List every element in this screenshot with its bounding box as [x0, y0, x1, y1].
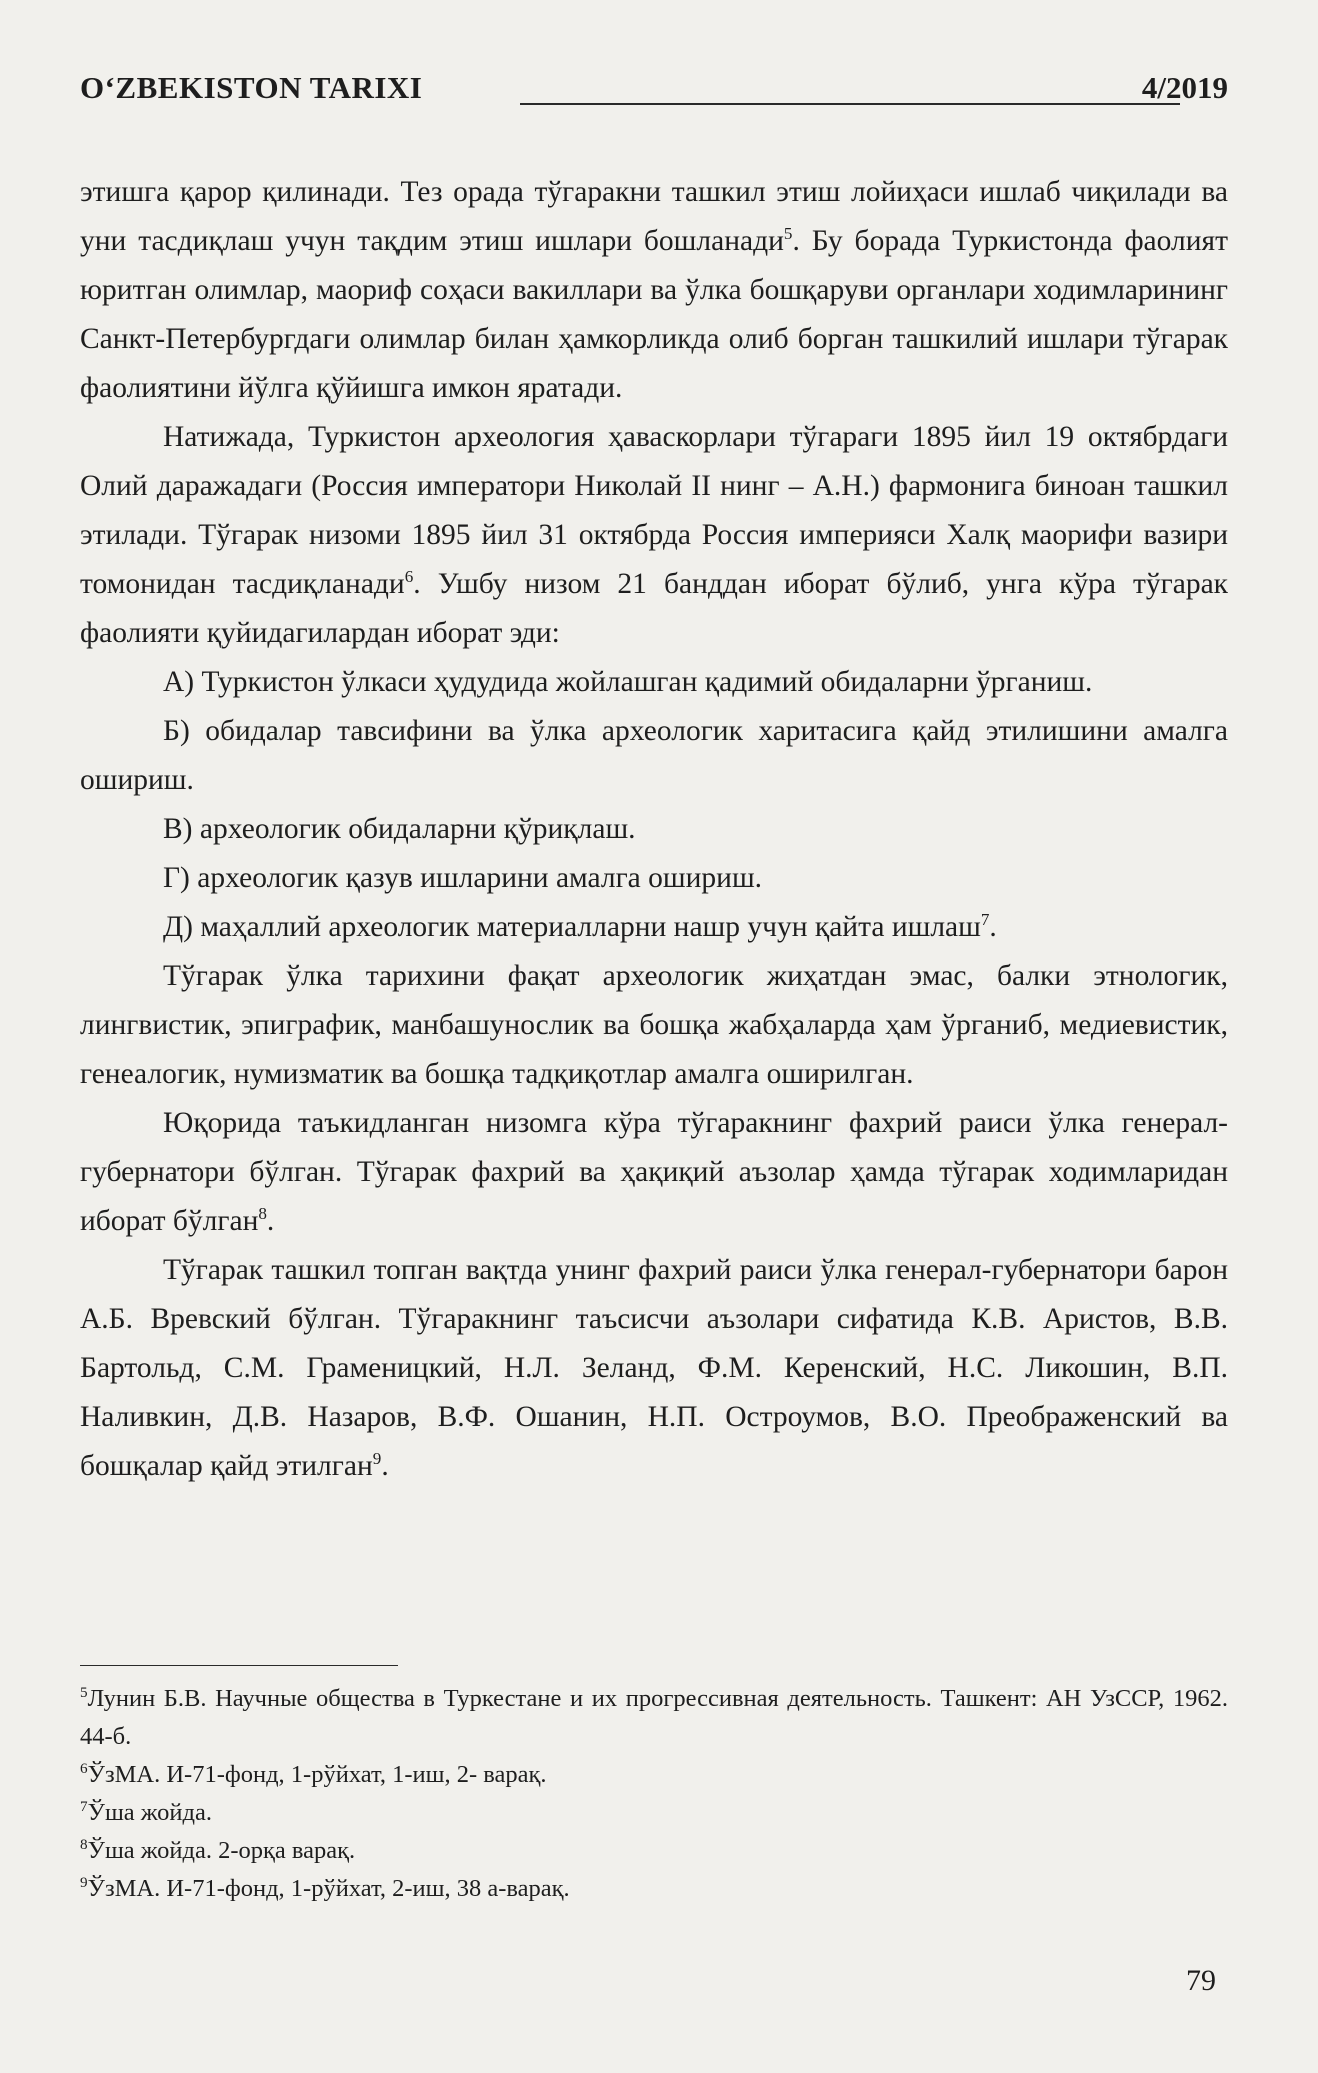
paragraph-1: этишга қарор қилинади. Тез орада тўгаракни ташкил этиш лойиҳаси ишлаб чиқилади ва уни тасдиқлаш учун тақдим этиш ишлари бошланади$^5$. Бу борада Туркистонда фаолият юритган олимлар, маориф соҳаси вакиллари ва ўлка бошқаруви органлари ходимларининг Санкт-Петербургдаги олимлар билан ҳамкорликда олиб борган ташкилий ишлари тўгарак фаолиятини йўлга қўйишга имкон яратади.	[80, 176, 1228, 404]
footnote-ref-7[interactable]: 7	[980, 910, 990, 930]
paragraph-3: Тўгарак ўлка тарихини фақат археологик жиҳатдан эмас, балки этнологик, лингвистик, эпиграфик, манбашунослик ва бошқа жабҳаларда ҳам ўрганиб, медиевистик, генеалогик, нумизматик ва бошқа тадқиқотлар амалга оширилган.	[80, 960, 1228, 1090]
list-item-e: Д) маҳаллий археологик материалларни нашр учун қайта ишлаш$^7$.	[163, 910, 997, 943]
issue-number: 4/2019	[1141, 70, 1228, 105]
list-item-c: В) археологик обидаларни қўриқлаш.	[163, 813, 636, 845]
footnotes	[80, 1680, 1228, 1908]
footnote-7: $^7$Ўша жойда.	[80, 1797, 212, 1826]
journal-title: O‘ZBEKISTON TARIXI	[80, 70, 423, 105]
paragraph-4: Юқорида таъкидланган низомга кўра тўгаракнинг фахрий раиси ўлка генерал-губернатори бўлган. Тўгарак фахрий ва ҳақиқий аъзолар ҳамда тўгарак ходимларидан иборат бўлган$^8$.	[80, 1107, 1228, 1237]
list-item-a: А) Туркистон ўлкаси ҳудудида жойлашган қадимий обидаларни ўрганиш.	[163, 666, 1093, 698]
page-number: 79	[1186, 1964, 1216, 1997]
running-header	[80, 62, 1228, 112]
footnote-ref-9[interactable]: 9	[372, 1449, 382, 1469]
footnote-8: $^8$Ўша жойда. 2-орқа варақ.	[80, 1835, 356, 1864]
footnote-9: $^9$ЎзМА. И-71-фонд, 1-рўйхат, 2-иш, 38 а-варақ.	[80, 1873, 570, 1902]
footnote-5: $^5$Лунин Б.В. Научные общества в Туркестане и их прогрессивная деятельность. Ташкент: АН УзССР, 1962. 44-б.	[80, 1683, 1228, 1750]
paragraph-2: Натижада, Туркистон археология ҳаваскорлари тўгараги 1895 йил 19 октябрдаги Олий даражадаги (Россия императори Николай II нинг – А.Н.) фармонига биноан ташкил этилади. Тўгарак низоми 1895 йил 31 октябрда Россия империяси Халқ маорифи вазири томонидан тасдиқланади$^6$. Ушбу низом 21 банддан иборат бўлиб, унга кўра тўгарак фаолияти қуйидагилардан иборат эди:	[80, 421, 1228, 649]
list-item-b: Б) обидалар тавсифини ва ўлка археологик харитасига қайд этилишини амалга ошириш.	[80, 715, 1228, 796]
footnote-6: $^6$ЎзМА. И-71-фонд, 1-рўйхат, 1-иш, 2- варақ.	[80, 1759, 547, 1788]
list-item-d: Г) археологик қазув ишларини амалга ошириш.	[163, 862, 763, 894]
footnote-separator	[80, 1665, 398, 1666]
footnote-ref-6[interactable]: 6	[404, 567, 414, 587]
article-body	[80, 168, 1228, 1491]
footnote-ref-5[interactable]: 5	[783, 224, 793, 244]
paragraph-5: Тўгарак ташкил топган вақтда унинг фахрий раиси ўлка генерал-губернатори барон А.Б. Вревский бўлган. Тўгаракнинг таъсисчи аъзолари сифатида К.В. Аристов, В.В. Бартольд, С.М. Граменицкий, Н.Л. Зеланд, Ф.М. Керенский, Н.С. Ликошин, В.П. Наливкин, Д.В. Назаров, В.Ф. Ошанин, Н.П. Остроумов, В.О. Преображенский ва бошқалар қайд этилган$^9$.	[80, 1254, 1228, 1482]
footnote-ref-8[interactable]: 8	[258, 1204, 267, 1224]
header-rule	[520, 103, 1180, 105]
